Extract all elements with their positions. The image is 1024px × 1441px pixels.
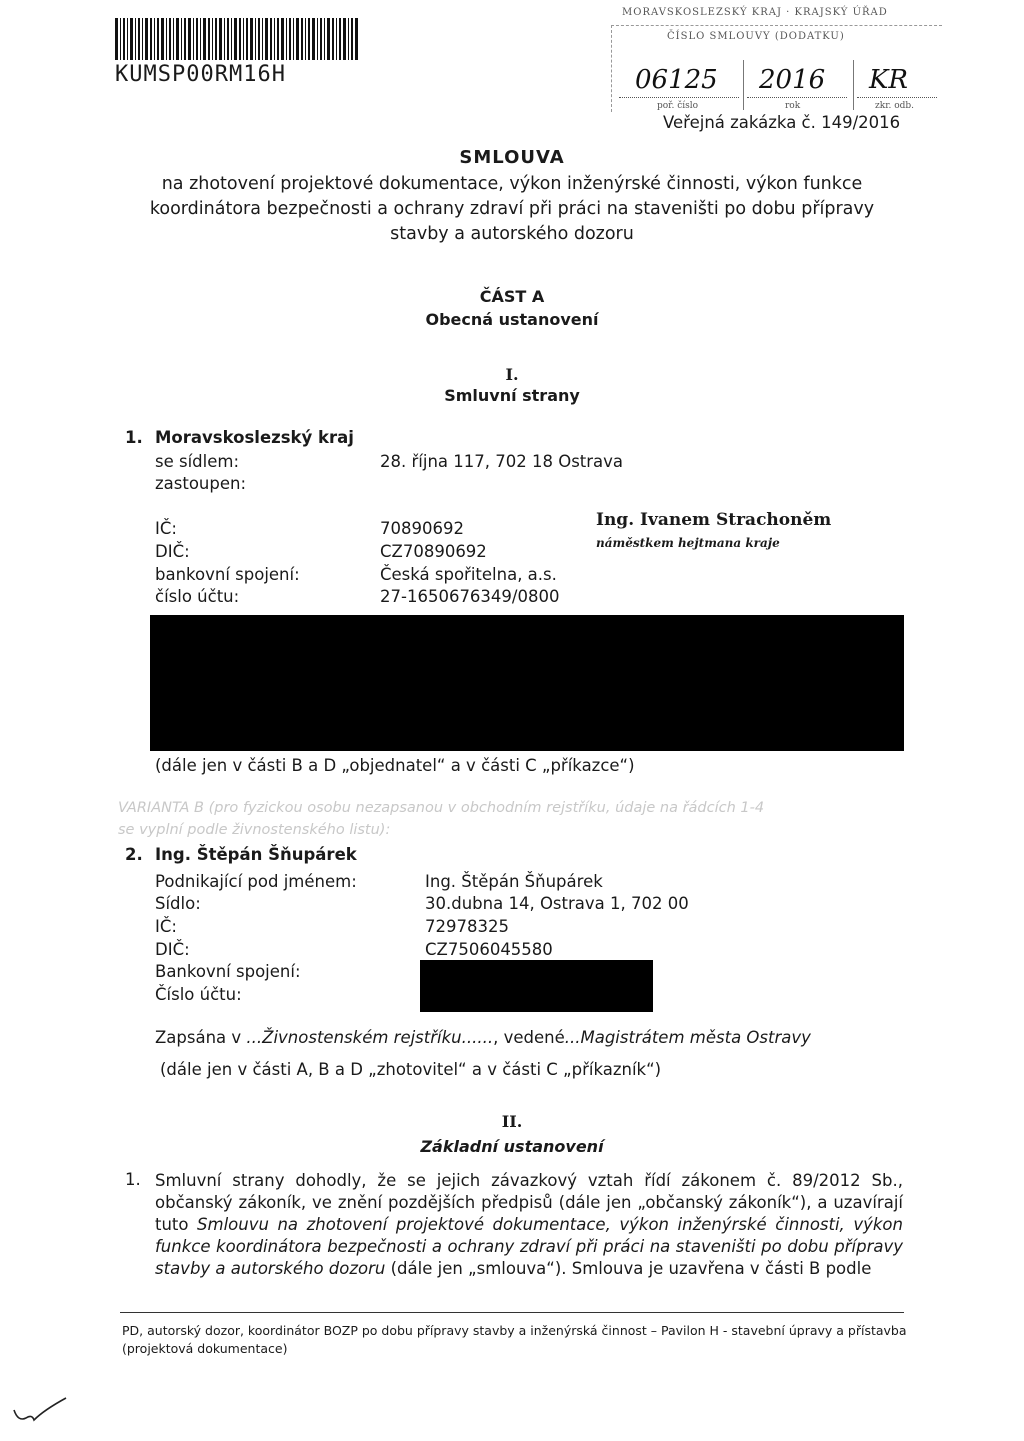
registration-register: ...Živnostenském rejstříku...... [246, 1028, 494, 1047]
party-1-seat-label: se sídlem: [155, 452, 240, 471]
section-2-paragraph-number: 1. [125, 1170, 141, 1189]
footer-divider [120, 1312, 904, 1313]
section-2-title: Základní ustanovení [420, 1137, 604, 1156]
variant-note-line: VARIANTA B (pro fyzickou osobu nezapsanou v obchodním rejstříku, údaje na řádcích 1-4 [118, 800, 765, 816]
party-2-account-label: Číslo účtu: [155, 985, 242, 1004]
party-1-dic-label: DIČ: [155, 542, 190, 561]
variant-note-line: se vyplní podle živnostenského listu): [118, 822, 391, 838]
registry-number-label: poř. číslo [657, 101, 699, 111]
redaction-block [150, 615, 904, 751]
registry-stamp [607, 5, 942, 113]
paragraph-contract-title: Smlouvu na zhotovení projektové dokumentace, výkon inženýrské činnosti, výkon funkce koordinátora bezpečnosti a ochrany zdraví při práci na staveništi po dobu přípravy stavby a autorského dozoru [155, 1215, 903, 1278]
party-2-bank-label: Bankovní spojení: [155, 962, 301, 981]
party-2-seat-label: Sídlo: [155, 894, 201, 913]
party-1-dic-value: CZ70890692 [380, 542, 487, 561]
section-2-number: II. [501, 1112, 523, 1131]
barcode [115, 18, 358, 60]
paragraph-text: (dále jen „smlouva“). Smlouva je uzavřena v části B podle [385, 1259, 872, 1278]
party-2-ic-value: 72978325 [425, 917, 509, 936]
party-1-account-label: číslo účtu: [155, 587, 240, 606]
section-2-paragraph-1 [155, 1170, 903, 1280]
registration-mid: , vedené [493, 1028, 565, 1047]
registry-dept-label: zkr. odb. [875, 101, 915, 111]
section-1-number: I. [505, 365, 519, 384]
party-2-seat-value: 30.dubna 14, Ostrava 1, 702 00 [425, 894, 689, 913]
registry-year-label: rok [785, 101, 801, 111]
party-2-note: (dále jen v části A, B a D „zhotovitel“ a v části C „příkazník“) [160, 1060, 662, 1079]
subtitle-line: na zhotovení projektové dokumentace, výkon inženýrské činnosti, výkon funkce [161, 174, 863, 194]
paragraph-text: Smluvní strany dohodly, že se jejich závazkový vztah řídí zákonem č. 89/2012 Sb., občanský zákoník, ve znění pozdějších předpisů (dále jen „občanský zákoník“), a uzavírají tuto [155, 1171, 903, 1234]
registry-authority: MORAVSKOSLEZSKÝ KRAJ · KRAJSKÝ ÚŘAD [622, 7, 888, 18]
document-title: SMLOUVA [459, 147, 565, 168]
barcode-label: KUMSP00RM16H [115, 62, 286, 87]
part-a-title: ČÁST A [479, 287, 545, 306]
party-1-represented-label: zastoupen: [155, 474, 247, 493]
party-1-name: Moravskoslezský kraj [155, 428, 354, 447]
subtitle-line: koordinátora bezpečnosti a ochrany zdraví při práci na staveništi po dobu přípravy [149, 199, 875, 219]
section-1-title: Smluvní strany [444, 386, 580, 405]
registry-dept: KR [869, 65, 908, 95]
registry-underline [619, 97, 739, 98]
redaction-block [420, 960, 653, 1012]
party-1-ic-label: IČ: [155, 519, 177, 538]
registry-number: 06125 [635, 65, 718, 95]
party-1-account-value: 27-1650676349/0800 [380, 587, 560, 606]
party-1-note: (dále jen v části B a D „objednatel“ a v části C „příkazce“) [155, 756, 635, 775]
registration-prefix: Zapsána v [155, 1028, 247, 1047]
party-1-bank-value: Česká spořitelna, a.s. [380, 565, 557, 584]
part-a-subtitle: Obecná ustanovení [425, 310, 599, 329]
registry-underline [857, 97, 937, 98]
tender-number: Veřejná zakázka č. 149/2016 [663, 113, 901, 132]
party-2-ic-label: IČ: [155, 917, 177, 936]
party-2-number: 2. [125, 845, 143, 864]
registry-divider [853, 60, 854, 110]
registration-authority: ...Magistrátem města Ostravy [564, 1028, 811, 1047]
document-subtitle [0, 172, 1024, 247]
party-1-number: 1. [125, 428, 143, 447]
registry-contract-number-label: ČÍSLO SMLOUVY (DODATKU) [667, 31, 845, 42]
party-2-dic-label: DIČ: [155, 940, 190, 959]
party-1-ic-value: 70890692 [380, 519, 464, 538]
registry-underline [747, 97, 847, 98]
party-1-signer-name: Ing. Ivanem Strachoněm [596, 510, 832, 530]
party-2-registration [155, 1028, 811, 1047]
party-1-signer-role: náměstkem hejtmana kraje [596, 536, 780, 550]
initials-mark [10, 1392, 70, 1432]
party-2-dic-value: CZ7506045580 [425, 940, 553, 959]
footer-text: PD, autorský dozor, koordinátor BOZP po dobu přípravy stavby a inženýrská činnost – Pavilon H - stavební úpravy a přístavba (projektová dokumentace) [122, 1323, 907, 1356]
party-2-name: Ing. Štěpán Šňupárek [155, 845, 357, 864]
registry-year: 2016 [759, 65, 826, 95]
party-2-business-label: Podnikající pod jménem: [155, 872, 357, 891]
party-1-seat-value: 28. října 117, 702 18 Ostrava [380, 452, 624, 471]
subtitle-line: stavby a autorského dozoru [390, 224, 634, 244]
party-2-business-value: Ing. Štěpán Šňupárek [425, 872, 603, 891]
party-1-bank-label: bankovní spojení: [155, 565, 300, 584]
registry-divider [743, 60, 744, 110]
